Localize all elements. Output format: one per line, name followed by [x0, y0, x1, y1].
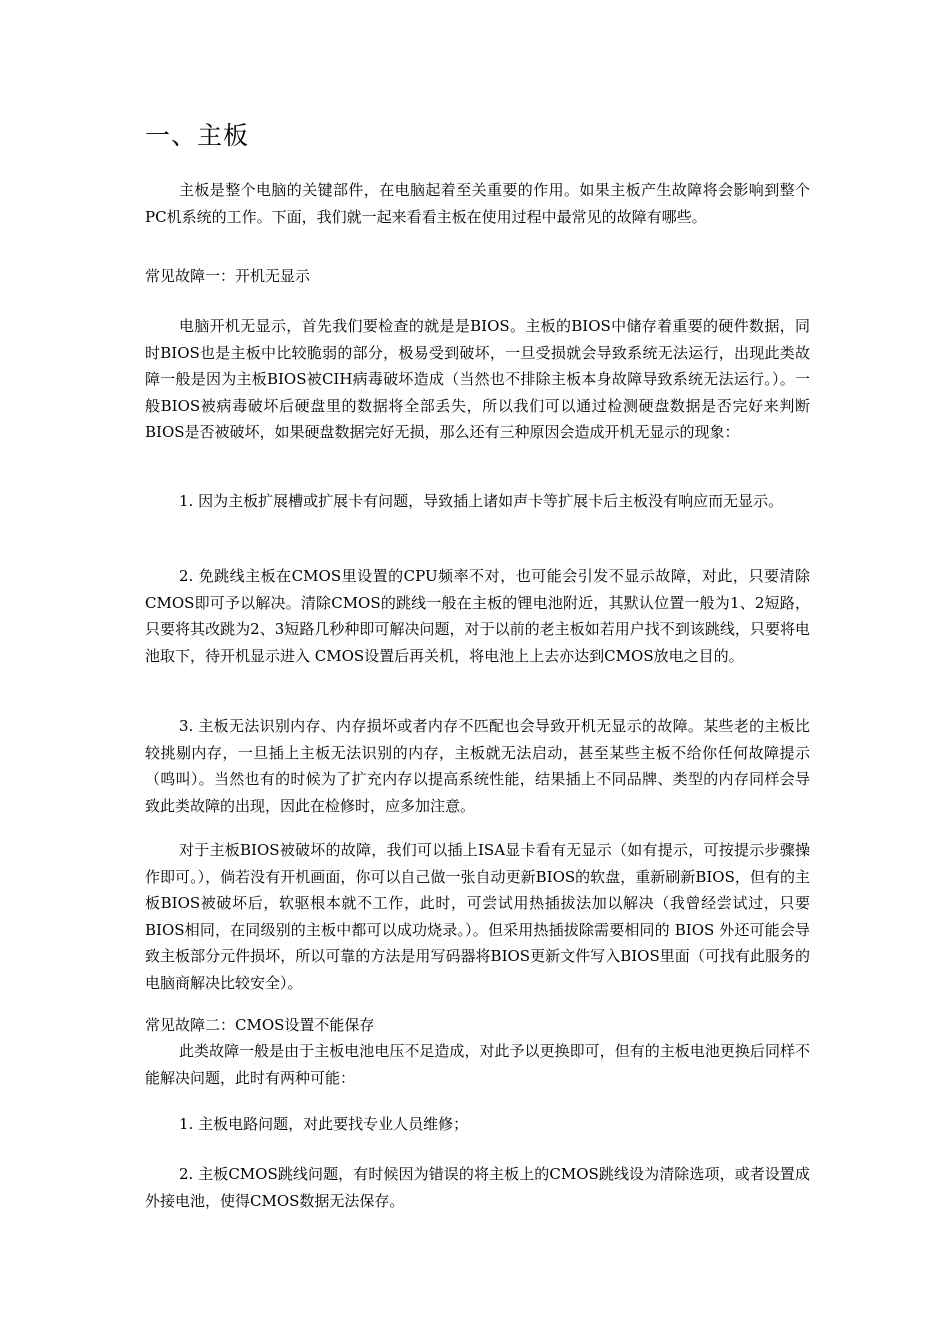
fault1-item-1: 1. 因为主板扩展槽或扩展卡有问题，导致插上诸如声卡等扩展卡后主板没有响应而无显示。	[179, 492, 784, 510]
fault1-item-2: 2. 免跳线主板在CMOS里设置的CPU频率不对，也可能会引发不显示故障，对此，只要清除CMOS即可予以解决。清除CMOS的跳线一般在主板的锂电池附近，其默认位置一般为1、2短路，只要将其改跳为2、3短路几秒种即可解决问题，对于以前的老主板如若用户找不到该跳线，只要将电池取下，待开机显示进入 CMOS设置后再关机，将电池上上去亦达到CMOS放电之目的。	[145, 567, 810, 665]
fault1-heading: 常见故障一：开机无显示	[145, 267, 311, 285]
fault2-paragraph: 此类故障一般是由于主板电池电压不足造成，对此予以更换即可，但有的主板电池更换后同样不能解决问题，此时有两种可能：	[145, 1042, 810, 1087]
fault2-heading: 常见故障二：CMOS设置不能保存	[145, 1016, 375, 1034]
fault1-bios-paragraph: 对于主板BIOS被破坏的故障，我们可以插上ISA显卡看有无显示（如有提示，可按提示步骤操作即可。），倘若没有开机画面，你可以自己做一张自动更新BIOS的软盘，重新刷新BIOS，但有的主板BIOS被破坏后，软驱根本就不工作，此时，可尝试用热插拔法加以解决（我曾经尝试过，只要BIOS相同，在同级别的主板中都可以成功烧录。）。但采用热插拔除需要相同的 BIOS 外还可能会导致主板部分元件损坏，所以可靠的方法是用写码器将BIOS更新文件写入BIOS里面（可找有此服务的电脑商解决比较安全）。	[145, 841, 810, 992]
fault2-item-2: 2. 主板CMOS跳线问题，有时候因为错误的将主板上的CMOS跳线设为清除选项，或者设置成外接电池，使得CMOS数据无法保存。	[145, 1165, 810, 1210]
page-title: 一、主板	[145, 121, 250, 150]
fault1-paragraph: 电脑开机无显示，首先我们要检查的就是是BIOS。主板的BIOS中储存着重要的硬件数据，同时BIOS也是主板中比较脆弱的部分，极易受到破坏，一旦受损就会导致系统无法运行，出现此类故障一般是因为主板BIOS被CIH病毒破坏造成（当然也不排除主板本身故障导致系统无法运行。）。一般BIOS被病毒破坏后硬盘里的数据将全部丢失，所以我们可以通过检测硬盘数据是否完好来判断BIOS是否被破坏，如果硬盘数据完好无损，那么还有三种原因会造成开机无显示的现象：	[145, 317, 810, 441]
fault2-item-1: 1. 主板电路问题，对此要找专业人员维修；	[179, 1115, 469, 1133]
fault1-item-3: 3. 主板无法识别内存、内存损坏或者内存不匹配也会导致开机无显示的故障。某些老的主板比较挑剔内存，一旦插上主板无法识别的内存，主板就无法启动，甚至某些主板不给你任何故障提示（鸣叫）。当然也有的时候为了扩充内存以提高系统性能，结果插上不同品牌、类型的内存同样会导致此类故障的出现，因此在检修时，应多加注意。	[145, 717, 810, 815]
intro-paragraph: 主板是整个电脑的关键部件，在电脑起着至关重要的作用。如果主板产生故障将会影响到整个PC机系统的工作。下面，我们就一起来看看主板在使用过程中最常见的故障有哪些。	[145, 181, 810, 226]
